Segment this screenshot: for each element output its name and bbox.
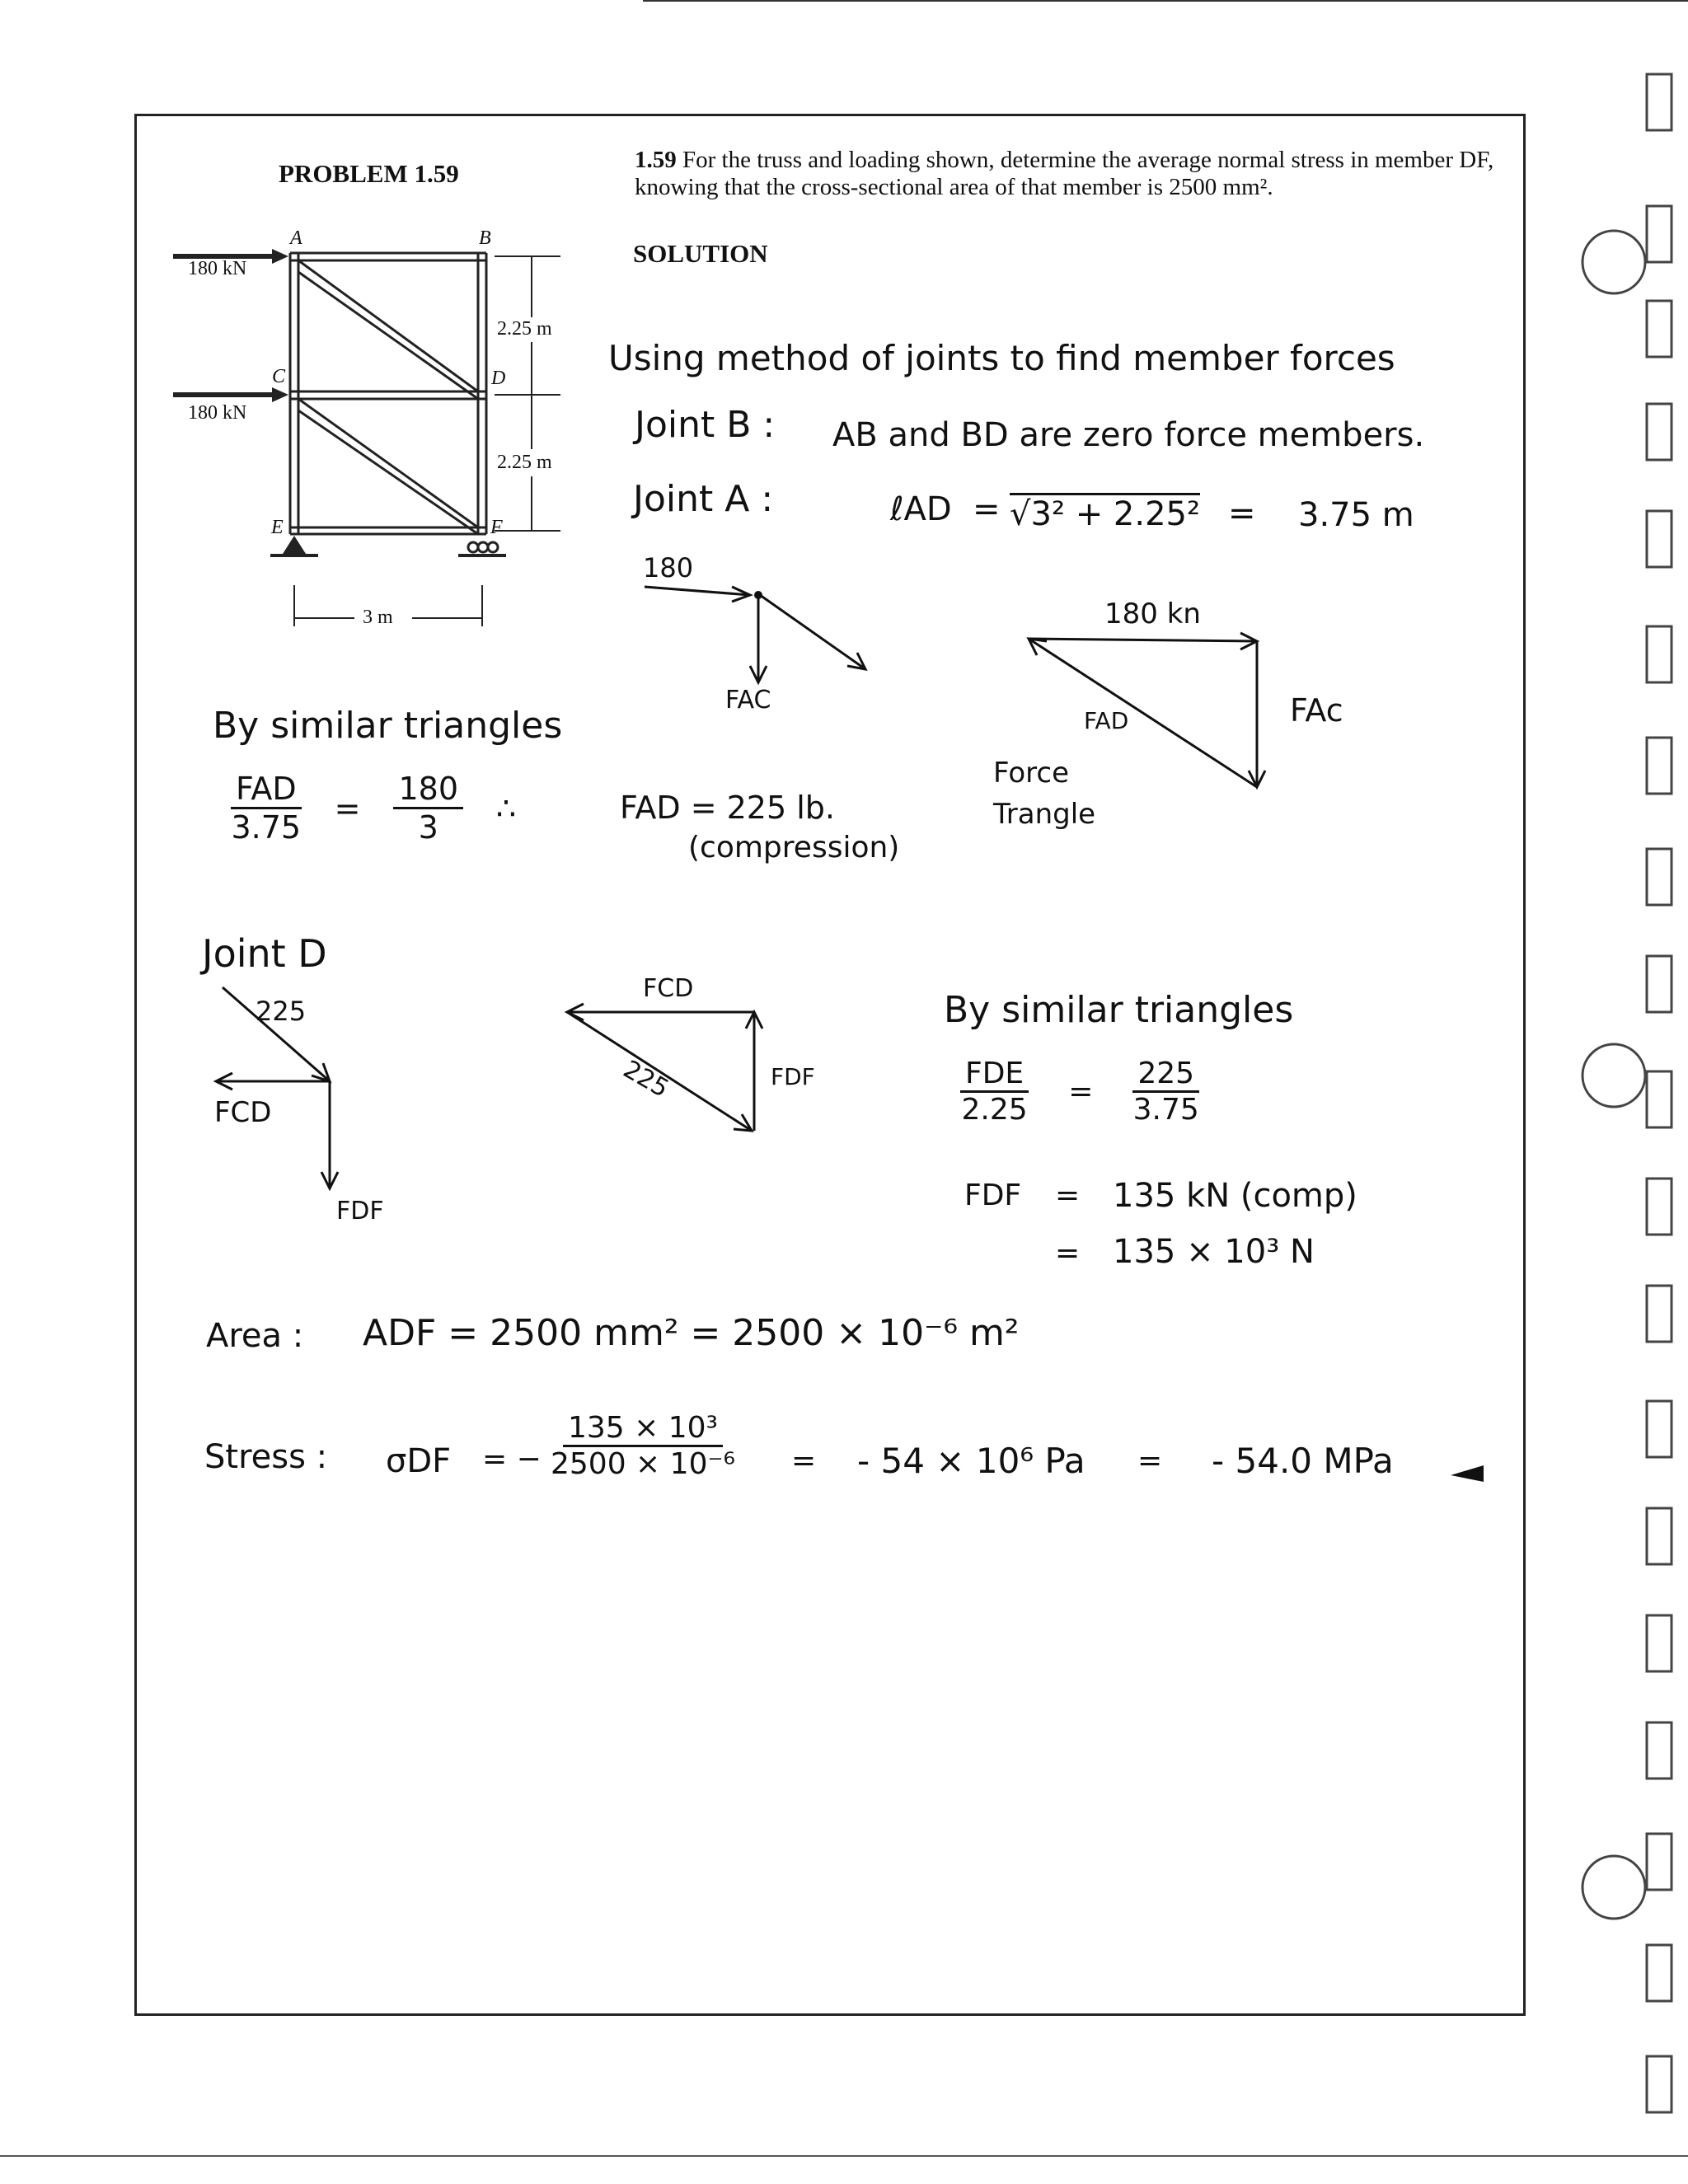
method-line: Using method of joints to find member forces xyxy=(608,338,1395,378)
eq2-den: 2.25 xyxy=(961,1093,1028,1127)
eq2-lhs: FDF xyxy=(964,1179,1022,1212)
tri1-fac-label: FAc xyxy=(1290,692,1343,729)
stress-final: - 54.0 MPa xyxy=(1212,1441,1394,1481)
joint-a-label: Joint A : xyxy=(633,478,774,520)
answer-arrow-icon xyxy=(1451,1465,1484,1482)
eq2-eq1: = xyxy=(1055,1179,1081,1212)
statement-text: For the truss and loading shown, determine the average normal stress in member DF, knowing that the cross-sectional area of that member is 2500 mm². xyxy=(635,147,1494,200)
stress-lhs: σDF xyxy=(386,1442,452,1480)
eq2-res2: 135 × 10³ N xyxy=(1113,1233,1315,1271)
stress-label: Stress : xyxy=(204,1438,328,1476)
node-b-label: B xyxy=(479,227,491,249)
stress-eq2: = xyxy=(791,1444,817,1478)
eq2-equals: = xyxy=(1068,1075,1094,1108)
tri1-caption-1: Force xyxy=(993,757,1069,790)
similar-triangles-2: By similar triangles xyxy=(944,989,1294,1031)
problem-title: PROBLEM 1.59 xyxy=(279,159,459,188)
joint-b-label: Joint B : xyxy=(635,404,776,446)
solution-label: SOLUTION xyxy=(633,239,768,268)
eq1-den2: 3 xyxy=(418,809,438,846)
joint-d-label: Joint D xyxy=(202,931,327,976)
l-ad-lhs: ℓAD xyxy=(890,490,952,528)
dim-upper-label: 2.25 m xyxy=(497,318,552,340)
eq1-num: FAD xyxy=(231,771,302,809)
tri2-225: 225 xyxy=(618,1055,674,1104)
eq2-num2: 225 xyxy=(1132,1057,1199,1093)
joint-a-load-label: 180 xyxy=(643,552,694,583)
joint-d-fcd: FCD xyxy=(214,1096,272,1129)
node-f-label: F xyxy=(490,517,503,538)
eq1-therefore: ∴ xyxy=(496,790,517,827)
joint-d-225: 225 xyxy=(256,996,307,1027)
eq1-equals: = xyxy=(334,790,361,827)
stress-num: 135 × 10³ xyxy=(563,1411,723,1447)
joint-b-text: AB and BD are zero force members. xyxy=(832,416,1425,454)
statement-number: 1.59 xyxy=(635,147,677,173)
eq1-note: (compression) xyxy=(688,831,900,865)
tri1-top-label: 180 kn xyxy=(1104,598,1201,630)
node-a-label: A xyxy=(290,227,302,249)
tri2-fcd: FCD xyxy=(643,974,694,1003)
dim-width-label: 3 m xyxy=(363,607,393,628)
similar-triangles-1: By similar triangles xyxy=(213,705,563,747)
stress-den: 2500 × 10⁻⁶ xyxy=(551,1447,735,1481)
area-expr: ADF = 2500 mm² = 2500 × 10⁻⁶ m² xyxy=(363,1312,1020,1354)
joint-a-fac-label: FAC xyxy=(725,686,771,715)
eq2-num: FDE xyxy=(960,1057,1029,1093)
tri2-fdf: FDF xyxy=(771,1063,815,1090)
eq1-den: 3.75 xyxy=(231,809,302,846)
l-ad-result: 3.75 m xyxy=(1298,496,1414,534)
eq2-den2: 3.75 xyxy=(1132,1093,1199,1127)
joint-d-fdf: FDF xyxy=(336,1197,384,1226)
eq1-result: FAD = 225 lb. xyxy=(620,790,835,826)
tri1-fad-label: FAD xyxy=(1084,707,1129,734)
stress-mid: - 54 × 10⁶ Pa xyxy=(857,1441,1085,1481)
l-ad-formula: √3² + 2.25² xyxy=(1010,493,1200,533)
load-label-top: 180 kN xyxy=(188,258,247,279)
l-ad-eq1: = xyxy=(973,490,1001,528)
load-label-mid: 180 kN xyxy=(188,402,247,424)
stress-eq3: = xyxy=(1137,1444,1163,1478)
eq2-eq2: = xyxy=(1055,1236,1081,1270)
eq1-num2: 180 xyxy=(393,771,463,809)
l-ad-eq2: = xyxy=(1228,494,1256,532)
eq2-res1: 135 kN (comp) xyxy=(1113,1177,1357,1215)
dim-lower-label: 2.25 m xyxy=(497,452,552,473)
area-label: Area : xyxy=(206,1317,304,1355)
node-d-label: D xyxy=(491,368,506,389)
node-e-label: E xyxy=(271,517,284,538)
stress-eq: = − xyxy=(482,1442,542,1476)
node-c-label: C xyxy=(272,366,286,387)
tri1-caption-2: Trangle xyxy=(993,798,1096,831)
